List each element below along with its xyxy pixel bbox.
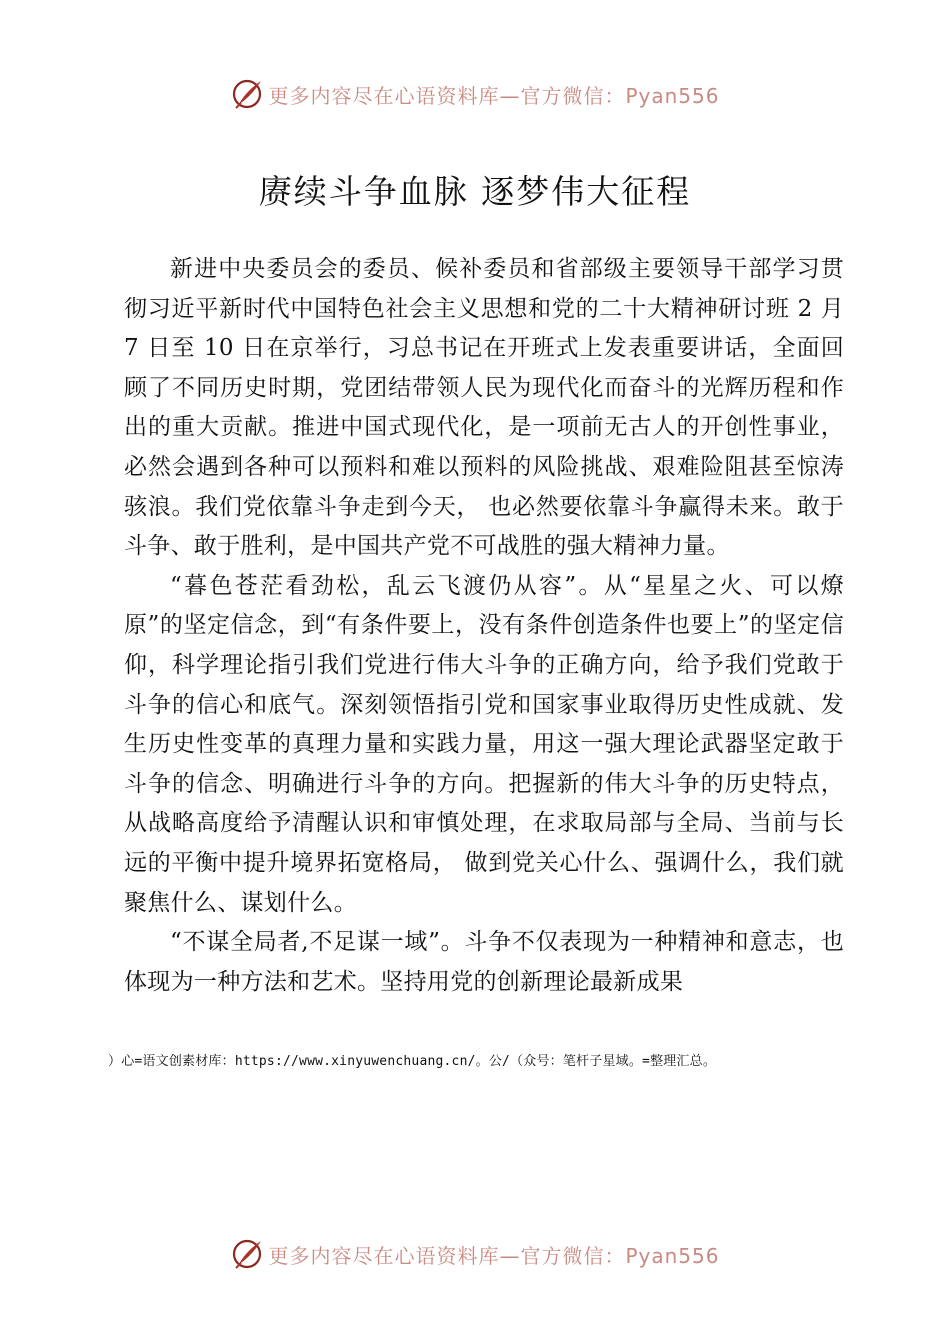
document-body [124,250,844,1002]
source-note: ）心=语文创素材库：https://www.xinyuwenchuang.cn/。公/（众号：笔杆子星域。=整理汇总。 [108,1054,717,1069]
body-paragraph-2: “暮色苍茫看劲松，乱云飞渡仍从容”。从“星星之火、可以燎原”的坚定信念，到“有条件要上，没有条件创造条件也要上”的坚定信仰，科学理论指引我们党进行伟大斗争的正确方向，给予我们党敢于斗争的信心和底气。深刻领悟指引党和国家事业取得历史性成就、发生历史性变革的真理力量和实践力量，用这一强大理论武器坚定敢于斗争的信念、明确进行斗争的方向。把握新的伟大斗争的历史特点，从战略高度给予清醒认识和审慎处理，在求取局部与全局、当前与长远的平衡中提升境界拓宽格局， 做到党关心什么、强调什么，我们就聚焦什么、谋划什么。 [124,572,844,916]
footer-banner [0,1234,950,1274]
footer-banner-text: 更多内容尽在心语资料库—官方微信：Pyan556 [268,1243,720,1268]
header-banner [0,74,950,114]
feather-brand-logo-icon [230,77,264,111]
feather-brand-logo-icon [230,1237,264,1271]
body-paragraph-3: “不谋全局者,不足谋一域”。斗争不仅表现为一种精神和意志，也体现为一种方法和艺术。坚持用党的创新理论最新成果 [124,929,844,995]
header-banner-text: 更多内容尽在心语资料库—官方微信：Pyan556 [268,83,720,108]
document-title: 赓续斗争血脉 逐梦伟大征程 [258,172,692,211]
body-paragraph-1: 新进中央委员会的委员、候补委员和省部级主要领导干部学习贯彻习近平新时代中国特色社会主义思想和党的二十大精神研讨班 2 月 7 日至 10 日在京举行，习总书记在开班式上发表重要讲话，全面回顾了不同历史时期，党团结带领人民为现代化而奋斗的光辉历程和作出的重大贡献。推进中国式现代化，是一项前无古人的开创性事业，必然会遇到各种可以预料和难以预料的风险挑战、艰难险阻甚至惊涛骇浪。我们党依靠斗争走到今天， 也必然要依靠斗争赢得未来。敢于斗争、敢于胜利，是中国共产党不可战胜的强大精神力量。 [124,256,844,560]
